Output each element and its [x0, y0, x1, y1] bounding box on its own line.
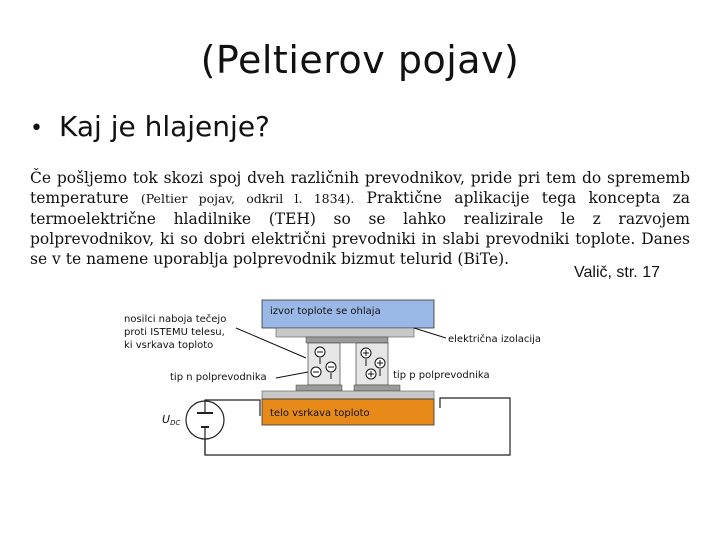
- paragraph-part-1: Če pošljemo tok skozi spoj dveh različnih prevodnikov, pride pri tem do sprememb temperature: [30, 169, 690, 207]
- citation: Valič, str. 17: [574, 264, 660, 281]
- bullet-dot-icon: •: [30, 115, 43, 141]
- paragraph-part-3: Praktične aplikacije tega koncepta za termoelektrične hladilnike (TEH) so se lahko realizirale le z razvojem polprevodnikov, ki so dobri električni prevodniki in slabi prevodniki toplote. Danes se v te namene uporablja polprevodnik bizmut telurid (BiTe).: [30, 189, 690, 268]
- bullet-text: Kaj je hlajenje?: [58, 110, 270, 143]
- bottom-insulation: [262, 391, 434, 399]
- top-insulation: [276, 328, 414, 337]
- p-type-label: tip p polprevodnika: [393, 370, 490, 381]
- body-paragraph: [30, 168, 690, 269]
- slide-title: (Peltierov pojav): [200, 38, 520, 82]
- paragraph-part-2: (Peltier pojav, odkril l. 1834).: [140, 191, 355, 206]
- top-plate-label: izvor toplote se ohlaja: [270, 306, 381, 317]
- insulation-label: električna izolacija: [448, 334, 542, 345]
- voltage-label: UDC: [162, 413, 181, 427]
- n-type-label: tip n polprevodnika: [170, 372, 267, 383]
- bullet-item: [30, 110, 270, 143]
- bottom-plate-label: telo vsrkava toploto: [270, 408, 370, 419]
- peltier-diagram: [0, 290, 720, 540]
- carriers-label: nosilci naboja tečejo proti ISTEMU telesu, ki vsrkava toploto: [124, 314, 227, 351]
